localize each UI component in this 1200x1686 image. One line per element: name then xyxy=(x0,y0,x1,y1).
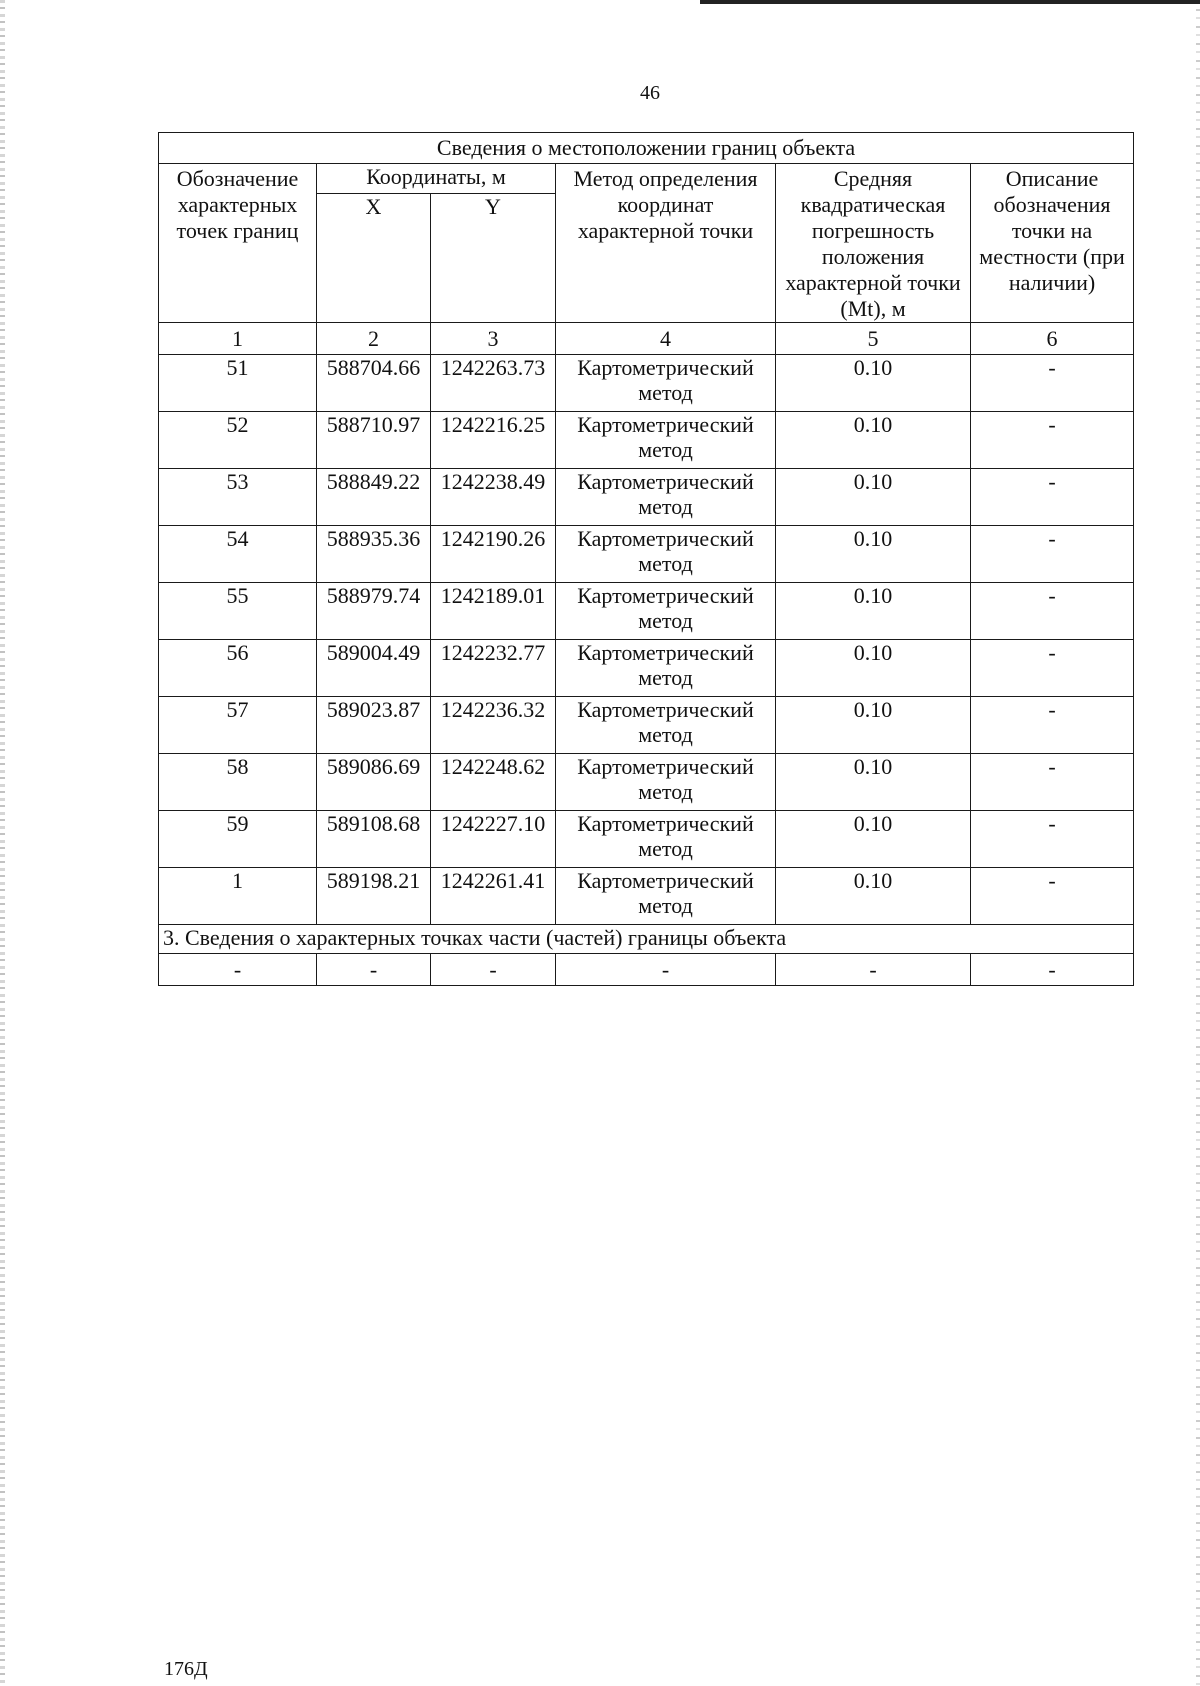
table-row xyxy=(159,754,1134,811)
part-cell: - xyxy=(776,954,971,986)
description-cell: - xyxy=(971,469,1134,526)
method-line1: Картометрический xyxy=(577,583,754,608)
footer-code: 176Д xyxy=(164,1658,208,1680)
method-cell xyxy=(556,811,776,868)
y-cell: 1242189.01 xyxy=(431,583,556,640)
column-number: 2 xyxy=(317,323,431,355)
method-line1: Картометрический xyxy=(577,811,754,836)
method-line2: метод xyxy=(638,380,693,405)
table-row xyxy=(159,640,1134,697)
error-cell: 0.10 xyxy=(776,526,971,583)
error-cell: 0.10 xyxy=(776,583,971,640)
x-cell: 588979.74 xyxy=(317,583,431,640)
x-cell: 589108.68 xyxy=(317,811,431,868)
point-cell: 57 xyxy=(159,697,317,754)
part-section-title: 3. Сведения о характерных точках части (частей) границы объекта xyxy=(159,925,1134,954)
point-cell: 1 xyxy=(159,868,317,925)
table-row xyxy=(159,355,1134,412)
method-line1: Картометрический xyxy=(577,697,754,722)
header-description: Описание обозначения точки на местности (при наличии) xyxy=(971,164,1134,323)
point-cell: 59 xyxy=(159,811,317,868)
y-cell: 1242261.41 xyxy=(431,868,556,925)
page-number: 46 xyxy=(640,82,660,104)
method-cell xyxy=(556,640,776,697)
method-cell xyxy=(556,469,776,526)
table-row xyxy=(159,526,1134,583)
method-cell xyxy=(556,526,776,583)
part-cell: - xyxy=(317,954,431,986)
method-line2: метод xyxy=(638,494,693,519)
y-cell: 1242232.77 xyxy=(431,640,556,697)
method-line2: метод xyxy=(638,836,693,861)
part-cell: - xyxy=(431,954,556,986)
method-line1: Картометрический xyxy=(577,355,754,380)
point-cell: 51 xyxy=(159,355,317,412)
table-row xyxy=(159,811,1134,868)
method-line2: метод xyxy=(638,665,693,690)
y-cell: 1242227.10 xyxy=(431,811,556,868)
column-number: 3 xyxy=(431,323,556,355)
column-number: 1 xyxy=(159,323,317,355)
part-cell: - xyxy=(159,954,317,986)
column-number: 5 xyxy=(776,323,971,355)
y-cell: 1242236.32 xyxy=(431,697,556,754)
header-coordinates: Координаты, м xyxy=(317,164,556,194)
method-line2: метод xyxy=(638,551,693,576)
point-cell: 56 xyxy=(159,640,317,697)
table-row xyxy=(159,412,1134,469)
part-cell: - xyxy=(971,954,1134,986)
scan-edge-left xyxy=(0,0,5,1686)
method-cell xyxy=(556,868,776,925)
scan-top-bar xyxy=(700,0,1200,4)
description-cell: - xyxy=(971,640,1134,697)
y-cell: 1242248.62 xyxy=(431,754,556,811)
x-cell: 589004.49 xyxy=(317,640,431,697)
method-line1: Картометрический xyxy=(577,526,754,551)
x-cell: 588849.22 xyxy=(317,469,431,526)
description-cell: - xyxy=(971,583,1134,640)
table-row xyxy=(159,697,1134,754)
method-line1: Картометрический xyxy=(577,868,754,893)
method-line2: метод xyxy=(638,779,693,804)
table-row xyxy=(159,469,1134,526)
description-cell: - xyxy=(971,412,1134,469)
x-cell: 589086.69 xyxy=(317,754,431,811)
header-designation: Обозначение характерных точек границ xyxy=(159,164,317,323)
description-cell: - xyxy=(971,811,1134,868)
header-y: Y xyxy=(431,194,556,323)
method-line2: метод xyxy=(638,437,693,462)
error-cell: 0.10 xyxy=(776,868,971,925)
x-cell: 589198.21 xyxy=(317,868,431,925)
method-cell xyxy=(556,754,776,811)
y-cell: 1242263.73 xyxy=(431,355,556,412)
table-row xyxy=(159,868,1134,925)
method-cell xyxy=(556,355,776,412)
column-numbers-row xyxy=(159,323,1134,355)
x-cell: 588704.66 xyxy=(317,355,431,412)
y-cell: 1242238.49 xyxy=(431,469,556,526)
method-line2: метод xyxy=(638,722,693,747)
description-cell: - xyxy=(971,355,1134,412)
x-cell: 588710.97 xyxy=(317,412,431,469)
method-cell xyxy=(556,697,776,754)
header-x: X xyxy=(317,194,431,323)
part-cell: - xyxy=(556,954,776,986)
method-line1: Картометрический xyxy=(577,412,754,437)
method-line1: Картометрический xyxy=(577,640,754,665)
error-cell: 0.10 xyxy=(776,640,971,697)
boundary-table xyxy=(158,132,1134,986)
method-cell xyxy=(556,412,776,469)
error-cell: 0.10 xyxy=(776,811,971,868)
error-cell: 0.10 xyxy=(776,469,971,526)
x-cell: 589023.87 xyxy=(317,697,431,754)
description-cell: - xyxy=(971,526,1134,583)
description-cell: - xyxy=(971,754,1134,811)
table-title: Сведения о местоположении границ объекта xyxy=(159,133,1134,164)
column-number: 4 xyxy=(556,323,776,355)
point-cell: 55 xyxy=(159,583,317,640)
x-cell: 588935.36 xyxy=(317,526,431,583)
part-row xyxy=(159,954,1134,986)
method-line1: Картометрический xyxy=(577,469,754,494)
method-line1: Картометрический xyxy=(577,754,754,779)
header-method: Метод определения координат характерной точки xyxy=(556,164,776,323)
point-cell: 52 xyxy=(159,412,317,469)
error-cell: 0.10 xyxy=(776,754,971,811)
error-cell: 0.10 xyxy=(776,412,971,469)
error-cell: 0.10 xyxy=(776,697,971,754)
column-number: 6 xyxy=(971,323,1134,355)
method-line2: метод xyxy=(638,608,693,633)
point-cell: 54 xyxy=(159,526,317,583)
table-row xyxy=(159,583,1134,640)
point-cell: 53 xyxy=(159,469,317,526)
method-cell xyxy=(556,583,776,640)
point-cell: 58 xyxy=(159,754,317,811)
description-cell: - xyxy=(971,697,1134,754)
description-cell: - xyxy=(971,868,1134,925)
y-cell: 1242190.26 xyxy=(431,526,556,583)
header-error: Средняя квадратическая погрешность положения характерной точки (Mt), м xyxy=(776,164,971,323)
y-cell: 1242216.25 xyxy=(431,412,556,469)
method-line2: метод xyxy=(638,893,693,918)
scan-edge-right xyxy=(1196,0,1200,1686)
error-cell: 0.10 xyxy=(776,355,971,412)
